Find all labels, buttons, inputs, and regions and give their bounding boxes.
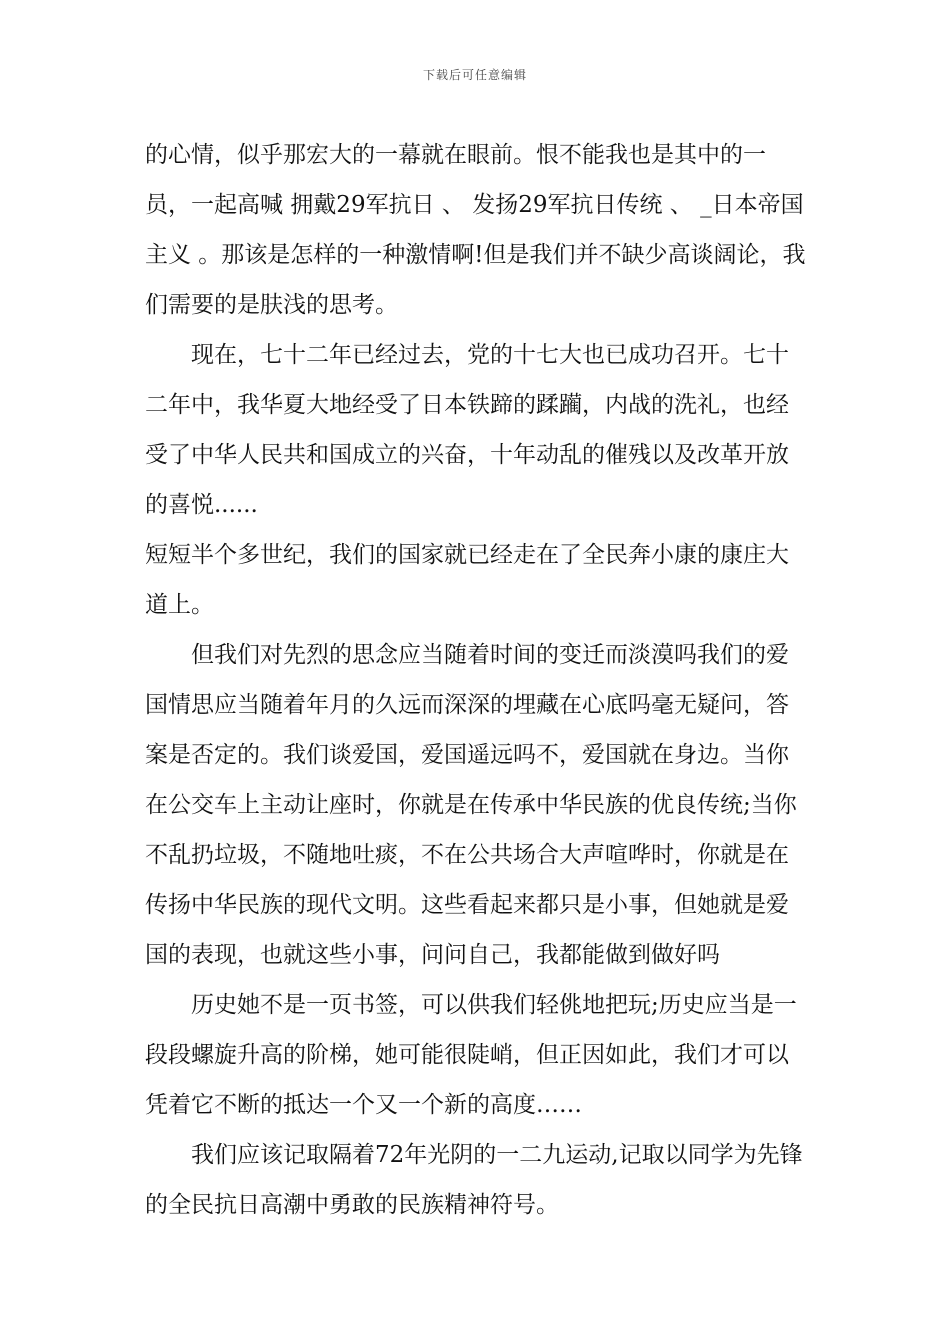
paragraph-5: 历史她不是一页书签，可以供我们轻佻地把玩;历史应当是一段段螺旋升高的阶梯，她可能很陡峭，但正因如此，我们才可以凭着它不断的抵达一个又一个新的高度…… bbox=[145, 992, 797, 1118]
paragraph-3: 短短半个多世纪，我们的国家就已经走在了全民奔小康的康庄大道上。 bbox=[145, 542, 789, 618]
paragraph-6: 我们应该记取隔着72年光阴的一二九运动,记取以同学为先锋的全民抗日高潮中勇敢的民族精神符号。 bbox=[145, 1142, 803, 1218]
paragraph-2: 现在，七十二年已经过去，党的十七大也已成功召开。七十二年中，我华夏大地经受了日本铁蹄的蹂躏，内战的洗礼，也经受了中华人民共和国成立的兴奋，十年动乱的催残以及改革开放的喜悦...... bbox=[145, 342, 789, 518]
paragraph-1: 的心情，似乎那宏大的一幕就在眼前。恨不能我也是其中的一员，一起高喊 拥戴29军抗日 、 发扬29军抗日传统 、 _日本帝国主义 。那该是怎样的一种激情啊!但是我们并不缺少高谈阔论，我们需要的是肤浅的思考。 bbox=[145, 142, 806, 318]
paragraph-4: 但我们对先烈的思念应当随着时间的变迁而淡漠吗我们的爱国情思应当随着年月的久远而深深的埋藏在心底吗毫无疑问，答案是否定的。我们谈爱国，爱国遥远吗不，爱国就在身边。当你在公交车上主动让座时，你就是在传承中华民族的优良传统;当你不乱扔垃圾，不随地吐痰，不在公共场合大声喧哗时，你就是在传扬中华民族的现代文明。这些看起来都只是小事，但她就是爱国的表现，也就这些小事，问问自己，我都能做到做好吗 bbox=[145, 642, 797, 968]
page-header: 下载后可任意编辑 bbox=[422, 68, 527, 82]
document-body bbox=[145, 130, 810, 1230]
